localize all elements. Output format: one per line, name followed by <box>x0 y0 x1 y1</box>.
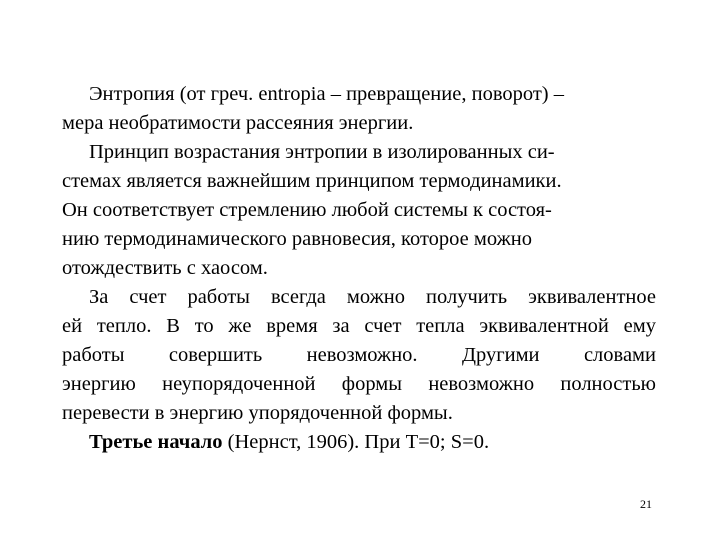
text-line: Энтропия (от греч. entropia – превращение, поворот) – <box>89 83 564 105</box>
text-line: Принцип возрастания энтропии в изолированных си- <box>89 141 555 163</box>
text-line: отождествить с хаосом. <box>62 257 268 279</box>
text-line: За счет работы всегда можно получить эквивалентное <box>89 286 656 308</box>
text-line: перевести в энергию упорядоченной формы. <box>62 402 453 424</box>
paragraph-work-heat <box>62 283 656 428</box>
paragraph-entropy-principle <box>62 138 656 283</box>
text-line: стемах является важнейшим принципом термодинамики. <box>62 170 562 192</box>
slide-body <box>62 80 656 457</box>
text-line <box>62 428 656 457</box>
text-line: нию термодинамического равновесия, которое можно <box>62 228 532 250</box>
text-line: энергию неупорядоченной формы невозможно полностью <box>62 373 656 395</box>
third-law-statement: (Нернст, 1906). При T=0; S=0. <box>222 431 490 453</box>
text-line: ей тепло. В то же время за счет тепла эквивалентной ему <box>62 315 656 337</box>
text-line: работы совершить невозможно. Другими словами <box>62 344 656 366</box>
page-number: 21 <box>640 497 652 511</box>
paragraph-entropy-definition <box>62 80 656 138</box>
paragraph-third-law <box>62 428 656 457</box>
text-line: мера необратимости рассеяния энергии. <box>62 112 414 134</box>
third-law-term: Третье начало <box>89 431 223 453</box>
text-line: Он соответствует стремлению любой системы к состоя- <box>62 199 552 221</box>
